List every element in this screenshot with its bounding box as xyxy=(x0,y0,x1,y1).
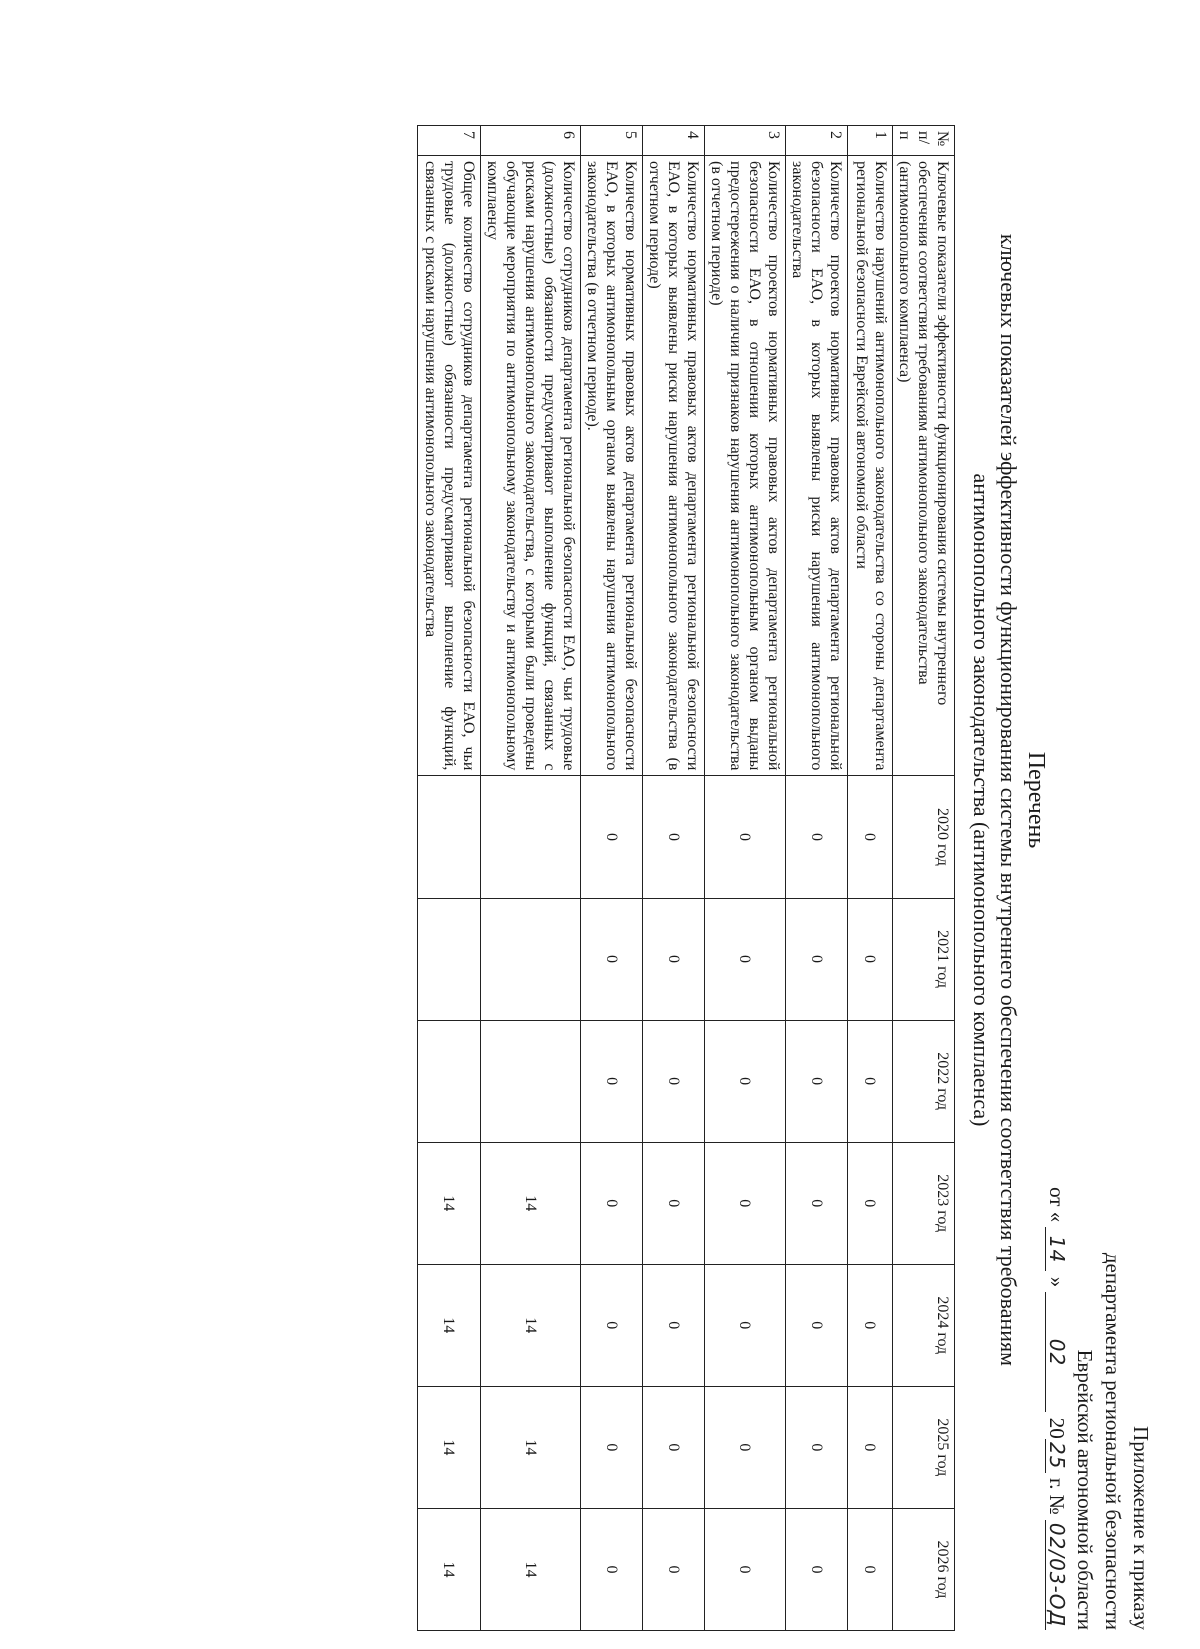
appendix-line-3: Еврейской автономной области xyxy=(1073,1349,1097,1630)
row-value: 14 xyxy=(481,1264,581,1386)
row-desc: Количество нарушений антимонопольного законодательства со стороны департамента региональной безопасности Еврейской автономной области xyxy=(848,156,893,776)
row-value: 0 xyxy=(786,1142,848,1264)
table-row xyxy=(643,126,705,1631)
header-year: 2026 год xyxy=(893,1508,955,1630)
date-year-prefix: 20 xyxy=(1045,1417,1069,1439)
row-value: 0 xyxy=(705,1020,786,1142)
row-value: 0 xyxy=(643,1264,705,1386)
row-value: 0 xyxy=(786,1264,848,1386)
row-value xyxy=(481,776,581,898)
row-value: 14 xyxy=(418,1508,481,1630)
row-value: 0 xyxy=(705,898,786,1020)
header-year: 2024 год xyxy=(893,1264,955,1386)
row-desc: Количество сотрудников департамента региональной безопасности ЕАО, чьи трудовые (должностные) обязанности предусматривают выполнение функций, связанных с рисками нарушения антимонопольного законодательства, с которыми были проведены обучающие мероприятия по антимонопольному законодательству и антимонопольному комплаенсу xyxy=(481,156,581,776)
row-value: 0 xyxy=(643,1020,705,1142)
appendix-header xyxy=(1043,1170,1155,1630)
row-value: 0 xyxy=(848,1020,893,1142)
appendix-line-1: Приложение к приказу xyxy=(1129,1426,1153,1630)
row-value: 0 xyxy=(786,898,848,1020)
date-day: 14 xyxy=(1045,1227,1068,1271)
row-num: 2 xyxy=(786,126,848,156)
order-number: 02/03-ОД xyxy=(1045,1520,1068,1630)
row-value: 0 xyxy=(705,1386,786,1508)
row-desc: Количество проектов нормативных правовых актов департамента региональной безопасности ЕАО, в которых выявлены риски нарушения антимонопольного законодательства xyxy=(786,156,848,776)
table-row xyxy=(481,126,581,1631)
header-year: 2023 год xyxy=(893,1142,955,1264)
row-value: 0 xyxy=(581,1142,643,1264)
row-value: 0 xyxy=(581,1508,643,1630)
row-value: 0 xyxy=(705,776,786,898)
row-value: 0 xyxy=(848,1264,893,1386)
table-row xyxy=(581,126,643,1631)
table-row xyxy=(786,126,848,1631)
row-value: 14 xyxy=(418,1386,481,1508)
row-num: 1 xyxy=(848,126,893,156)
row-value xyxy=(481,898,581,1020)
row-value: 14 xyxy=(481,1142,581,1264)
row-value xyxy=(481,1020,581,1142)
row-value: 14 xyxy=(418,1142,481,1264)
title-main: Перечень xyxy=(1023,751,1049,849)
header-year: 2022 год xyxy=(893,1020,955,1142)
row-num: 5 xyxy=(581,126,643,156)
table-row xyxy=(418,126,481,1631)
row-value: 0 xyxy=(786,776,848,898)
row-value: 0 xyxy=(786,1386,848,1508)
row-value xyxy=(418,898,481,1020)
date-prefix: от « xyxy=(1045,1187,1069,1223)
row-num: 4 xyxy=(643,126,705,156)
row-value: 0 xyxy=(581,1020,643,1142)
row-desc: Количество проектов нормативных правовых актов департамента региональной безопасности ЕАО, в отношении которых антимонопольным органом выданы предостережения о наличии признаков нарушения антимонопольного законодательства (в отчетном периоде) xyxy=(705,156,786,776)
row-value: 14 xyxy=(418,1264,481,1386)
header-year: 2021 год xyxy=(893,898,955,1020)
row-value: 0 xyxy=(581,1264,643,1386)
document-title xyxy=(968,150,1050,1450)
row-value: 0 xyxy=(848,776,893,898)
row-num: 6 xyxy=(481,126,581,156)
row-value: 0 xyxy=(581,1386,643,1508)
row-value: 0 xyxy=(643,1508,705,1630)
row-value: 0 xyxy=(786,1508,848,1630)
table-row xyxy=(705,126,786,1631)
date-sep: » xyxy=(1045,1276,1069,1288)
row-value xyxy=(418,1020,481,1142)
row-value: 0 xyxy=(705,1508,786,1630)
row-value: 0 xyxy=(705,1142,786,1264)
date-month: 02 xyxy=(1045,1292,1068,1412)
row-value: 0 xyxy=(581,776,643,898)
row-num: 7 xyxy=(418,126,481,156)
row-desc: Количество нормативных правовых актов департамента региональной безопасности ЕАО, в которых выявлены риски нарушения антимонопольного законодательства (в отчетном периоде) xyxy=(643,156,705,776)
date-year-suffix: 25 xyxy=(1045,1439,1068,1473)
kpi-table xyxy=(417,125,955,1631)
row-value: 0 xyxy=(643,776,705,898)
header-year: 2025 год xyxy=(893,1386,955,1508)
title-subtitle: ключевых показателей эффективности функционирования системы внутреннего обеспечения соответствия требованиям антимонопольного законодательства (антимонопольного комплаенса) xyxy=(969,233,1021,1367)
row-value: 0 xyxy=(643,1386,705,1508)
row-value: 14 xyxy=(481,1386,581,1508)
row-value: 0 xyxy=(643,898,705,1020)
table-header-row xyxy=(893,126,955,1631)
appendix-line-2: департамента региональной безопасности xyxy=(1101,1252,1125,1630)
header-num: № п/п xyxy=(893,126,955,156)
row-value xyxy=(418,776,481,898)
header-desc: Ключевые показатели эффективности функционирования системы внутреннего обеспечения соответствия требованиям антимонопольного законодательства (антимонопольного комплаенса) xyxy=(893,156,955,776)
number-prefix: г. № xyxy=(1045,1477,1069,1515)
row-value: 0 xyxy=(848,898,893,1020)
row-value: 0 xyxy=(848,1386,893,1508)
row-desc: Общее количество сотрудников департамента региональной безопасности ЕАО, чьи трудовые (должностные) обязанности предусматривают выполнение функций, связанных с рисками нарушения антимонопольного законодательства xyxy=(418,156,481,776)
row-value: 0 xyxy=(786,1020,848,1142)
row-value: 0 xyxy=(848,1142,893,1264)
row-value: 14 xyxy=(481,1508,581,1630)
row-desc: Количество нормативных правовых актов департамента региональной безопасности ЕАО, в которых антимонопольным органом выявлены нарушения антимонопольного законодательства (в отчетном периоде). xyxy=(581,156,643,776)
row-value: 0 xyxy=(848,1508,893,1630)
row-value: 0 xyxy=(705,1264,786,1386)
row-num: 3 xyxy=(705,126,786,156)
table-row xyxy=(848,126,893,1631)
row-value: 0 xyxy=(581,898,643,1020)
row-value: 0 xyxy=(643,1142,705,1264)
header-year: 2020 год xyxy=(893,776,955,898)
